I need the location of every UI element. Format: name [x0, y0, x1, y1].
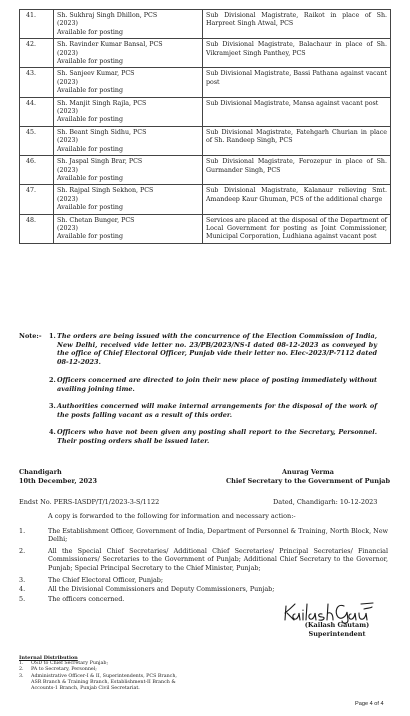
posting-place: Sub Divisional Magistrate, Kalanaur relieving Smt. Amandeep Kaur Ghuman, PCS of the additional charge — [203, 185, 391, 214]
officer-batch: (2023) — [57, 137, 78, 145]
officer-name: Sh. Sukhraj Singh Dhillon, PCS — [57, 12, 158, 19]
officer-cell — [54, 214, 203, 243]
note-item — [49, 332, 377, 366]
superintendent-name: (Kailash Gautam) — [304, 621, 370, 629]
officer-batch: (2023) — [57, 195, 78, 203]
posting-row — [20, 39, 391, 68]
distribution-text: All the Divisional Commissioners and Deputy Commissioners, Punjab; — [48, 585, 275, 593]
officer-name: Sh. Rajpal Singh Sekhon, PCS — [57, 187, 154, 195]
officer-cell — [54, 10, 203, 39]
distribution-item — [19, 527, 388, 544]
superintendent-block — [292, 621, 382, 638]
signature-place: Chandigarh — [19, 468, 62, 476]
officer-name: Sh. Jaspal Singh Brar, PCS — [57, 158, 143, 166]
signatory-name: Anurag Verma — [281, 468, 335, 476]
officer-status: Available for posting — [57, 58, 123, 66]
note-item — [49, 402, 377, 419]
distribution-number: 4. — [19, 585, 26, 593]
distribution-item — [19, 547, 388, 572]
distribution-text: The Establishment Officer, Government of India, Department of Personnel & Training, North Block, New Delhi; — [48, 527, 388, 544]
officer-batch: (2023) — [57, 166, 78, 174]
officer-status: Available for posting — [57, 233, 123, 241]
internal-distribution-text: Administrative Officer-I & II, Superintendents, PCS Branch, ASR Branch & Training Branch, Establishment-II Branch & Accounts-1 Branch, Punjab Civil Secretariat. — [31, 673, 177, 692]
posting-table — [19, 9, 391, 244]
officer-status: Available for posting — [57, 87, 123, 95]
note-number: 1. — [49, 332, 56, 340]
officer-name: Sh. Beant Singh Sidhu, PCS — [57, 128, 147, 136]
officer-cell — [54, 156, 203, 185]
distribution-number: 3. — [19, 576, 26, 584]
note-item — [49, 376, 377, 393]
page-number: Page 4 of 4 — [355, 701, 384, 707]
posting-place: Sub Divisional Magistrate, Mansa against vacant post — [203, 97, 391, 126]
serial-number: 42. — [20, 39, 54, 68]
distribution-item — [19, 576, 388, 584]
internal-distribution-item — [19, 674, 177, 693]
posting-place: Sub Divisional Magistrate, Bassi Pathana against vacant post — [203, 68, 391, 97]
note-item — [49, 428, 377, 445]
copy-forwarded-text: A copy is forwarded to the following for information and necessary action:- — [48, 512, 296, 520]
officer-status: Available for posting — [57, 174, 123, 182]
note-number: 2. — [49, 376, 56, 384]
distribution-text: The officers concerned. — [48, 595, 125, 603]
serial-number: 45. — [20, 126, 54, 155]
note-text: Authorities concerned will make internal arrangements for the disposal of the work of the posts falling vacant as a result of this order. — [57, 402, 377, 419]
internal-distribution-number: 3. — [19, 673, 24, 679]
officer-name: Sh. Sanjeev Kumar, PCS — [57, 70, 135, 78]
officer-batch: (2023) — [57, 20, 78, 28]
endorsement-number: Endst No. PERS-IASDP/T/1/2023-3-S/1122 — [19, 498, 160, 506]
distribution-number: 2. — [19, 547, 26, 555]
officer-status: Available for posting — [57, 204, 123, 212]
posting-row — [20, 126, 391, 155]
superintendent-designation: Superintendent — [308, 629, 366, 638]
signatory-designation: Chief Secretary to the Government of Punjab — [225, 477, 391, 485]
serial-number: 44. — [20, 97, 54, 126]
endorsement-date: Dated, Chandigarh: 10-12-2023 — [273, 498, 378, 506]
officer-batch: (2023) — [57, 78, 78, 86]
signature-place-date — [19, 468, 97, 486]
posting-row — [20, 97, 391, 126]
note-label: Note:- — [19, 332, 42, 340]
serial-number: 43. — [20, 68, 54, 97]
internal-distribution-number: 2. — [19, 667, 24, 673]
posting-place: Sub Divisional Magistrate, Balachaur in place of Sh. Vikramjeet Singh Panthey, PCS — [203, 39, 391, 68]
distribution-number: 1. — [19, 527, 26, 535]
note-text: Officers concerned are directed to join their new place of posting immediately without availing joining time. — [57, 376, 377, 393]
note-number: 4. — [49, 428, 56, 436]
officer-cell — [54, 68, 203, 97]
distribution-item — [19, 585, 388, 593]
posting-row — [20, 214, 391, 243]
internal-distribution-number: 1. — [19, 661, 24, 667]
signature-date: 10th December, 2023 — [19, 477, 98, 485]
officer-status: Available for posting — [57, 116, 123, 124]
note-text: Officers who have not been given any posting shall report to the Secretary, Personnel. Their posting orders shall be issued later. — [57, 428, 377, 445]
officer-cell — [54, 185, 203, 214]
distribution-text: All the Special Chief Secretaries/ Additional Chief Secretaries/ Principal Secretaries/ Financial Commissioners/ Secretaries to the Government of Punjab; Additional Chief Secretary to the Governor, Punjab; Special Principal Secretary to the Chief Minister, Punjab; — [48, 547, 388, 572]
officer-batch: (2023) — [57, 108, 78, 116]
internal-distribution-text: PA to Secretary, Personnel; — [31, 667, 97, 673]
internal-distribution-text: OSD to Chief Secretary Punjab; — [31, 661, 109, 667]
officer-cell — [54, 39, 203, 68]
officer-status: Available for posting — [57, 28, 123, 36]
serial-number: 41. — [20, 10, 54, 39]
officer-batch: (2023) — [57, 224, 78, 232]
posting-table-body — [20, 10, 391, 244]
posting-row — [20, 68, 391, 97]
posting-row — [20, 156, 391, 185]
note-number: 3. — [49, 402, 56, 410]
distribution-text: The Chief Electoral Officer, Punjab; — [48, 576, 164, 584]
posting-place: Services are placed at the disposal of the Department of Local Government for posting as Joint Commissioner, Municipal Corporation, Ludhiana against vacant post — [203, 214, 391, 243]
serial-number: 47. — [20, 185, 54, 214]
serial-number: 46. — [20, 156, 54, 185]
endorsement-line — [19, 498, 391, 506]
internal-distribution — [19, 655, 177, 692]
posting-place: Sub Divisional Magistrate, Ferozepur in place of Sh. Gurmander Singh, PCS — [203, 156, 391, 185]
serial-number: 48. — [20, 214, 54, 243]
officer-name: Sh. Manjit Singh Rajla, PCS — [57, 99, 147, 107]
officer-status: Available for posting — [57, 145, 123, 153]
posting-place: Sub Divisional Magistrate, Raikot in place of Sh. Harpreet Singh Atwal, PCS — [203, 10, 391, 39]
officer-cell — [54, 97, 203, 126]
signatory-block — [213, 468, 403, 486]
officer-cell — [54, 126, 203, 155]
posting-row — [20, 185, 391, 214]
note-text: The orders are being issued with the concurrence of the Election Commission of India, New Delhi, received vide letter no. 23/PB/2023/NS-I dated 08-12-2023 as conveyed by the office of Chief Electoral Officer, Punjab vide their letter no. Elec-2023/P-7112 dated 08-12-2023. — [57, 332, 377, 366]
officer-name: Sh. Chetan Bunger, PCS — [57, 216, 135, 224]
posting-place: Sub Divisional Magistrate, Fatehgarh Churian in place of Sh. Randeep Singh, PCS — [203, 126, 391, 155]
posting-row — [20, 10, 391, 39]
internal-distribution-title: Internal Distribution — [19, 655, 78, 661]
officer-batch: (2023) — [57, 49, 78, 57]
officer-name: Sh. Ravinder Kumar Bansal, PCS — [57, 41, 163, 49]
distribution-number: 5. — [19, 595, 26, 603]
